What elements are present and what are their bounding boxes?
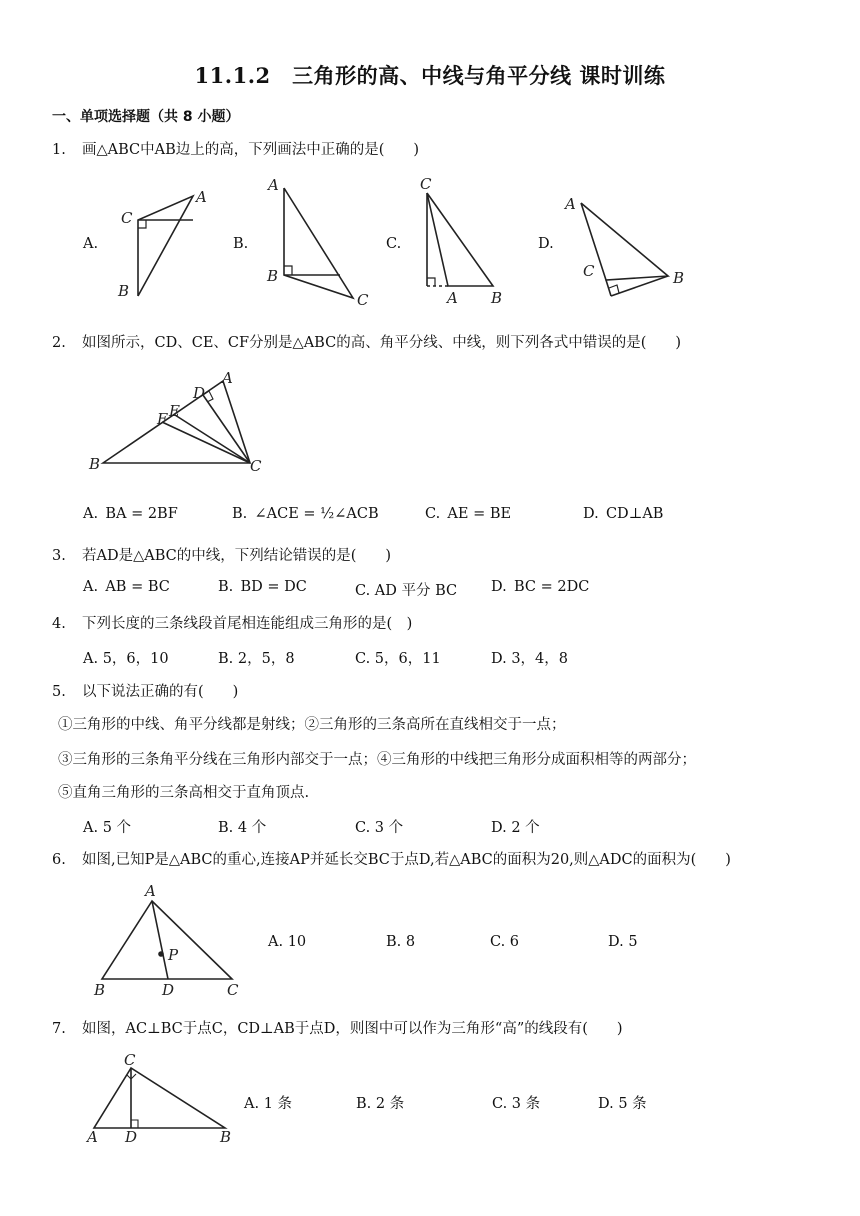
option-c[interactable]: C. 3 个 bbox=[355, 820, 404, 836]
option-a[interactable]: A. 5 个 bbox=[83, 820, 132, 836]
vertex-label: C bbox=[124, 1051, 136, 1069]
option-b[interactable]: B. BD = DC bbox=[218, 579, 307, 595]
option-a[interactable]: A. BA = 2BF bbox=[83, 506, 178, 522]
vertex-label: D bbox=[162, 981, 175, 999]
question-number: 7. bbox=[52, 1021, 66, 1037]
question-4 bbox=[52, 612, 412, 633]
question-2 bbox=[52, 331, 681, 352]
option-d[interactable]: D. 5 条 bbox=[598, 1096, 647, 1112]
question-text: 如图，AC⊥BC于点C，CD⊥AB于点D，则图中可以作为三角形“高”的线段有( ) bbox=[82, 1021, 623, 1037]
q2-figure bbox=[88, 369, 262, 475]
option-c[interactable]: C. AE = BE bbox=[425, 506, 512, 522]
option-a[interactable]: A. AB = BC bbox=[83, 579, 170, 595]
option-b[interactable]: B. 4 个 bbox=[218, 820, 267, 836]
question-number: 3. bbox=[52, 548, 66, 564]
option-a[interactable]: A. bbox=[83, 236, 99, 252]
question-text: 如图,已知P是△ABC的重心,连接AP并延长交BC于点D,若△ABC的面积为20,则△ADC的面积为( ) bbox=[82, 852, 731, 868]
vertex-label: P bbox=[168, 946, 179, 964]
question-number: 2. bbox=[52, 335, 66, 351]
vertex-label: C bbox=[250, 457, 262, 475]
vertex-label: C bbox=[420, 175, 432, 193]
question-3 bbox=[52, 544, 391, 565]
vertex-label: E bbox=[169, 402, 180, 420]
option-c[interactable]: C. AD 平分 BC bbox=[355, 583, 458, 599]
option-b[interactable]: B. 2 条 bbox=[356, 1096, 405, 1112]
question-text: 如图所示，CD、CE、CF分别是△ABC的高、角平分线、中线，则下列各式中错误的是( ) bbox=[82, 335, 682, 351]
question-number: 4. bbox=[52, 616, 66, 632]
question-text: 若AD是△ABC的中线，下列结论错误的是( ) bbox=[82, 548, 392, 564]
vertex-label: B bbox=[118, 282, 130, 300]
q6-figure bbox=[93, 882, 239, 999]
vertex-label: F bbox=[157, 410, 168, 428]
vertex-label: A bbox=[565, 195, 576, 213]
vertex-label: A bbox=[145, 882, 156, 900]
option-c[interactable]: C. 5，6，11 bbox=[355, 651, 441, 667]
vertex-label: D bbox=[125, 1128, 138, 1146]
vertex-label: A bbox=[87, 1128, 98, 1146]
vertex-label: B bbox=[267, 267, 279, 285]
question-text: 画△ABC中AB边上的高，下列画法中正确的是( ) bbox=[82, 142, 420, 158]
vertex-label: A bbox=[447, 289, 458, 307]
question-6 bbox=[52, 848, 731, 869]
option-a[interactable]: A. 5，6，10 bbox=[83, 651, 169, 667]
option-d[interactable]: D. 5 bbox=[608, 934, 638, 950]
statement-line: ①三角形的中线、角平分线都是射线；②三角形的三条高所在直线相交于一点； bbox=[58, 717, 566, 733]
vertex-label: C bbox=[227, 981, 239, 999]
vertex-label: B bbox=[94, 981, 106, 999]
q1-figure-b bbox=[266, 176, 369, 309]
option-d[interactable]: D. 3，4，8 bbox=[491, 651, 569, 667]
option-d[interactable]: D. bbox=[538, 236, 554, 252]
question-number: 6. bbox=[52, 852, 66, 868]
option-d[interactable]: D. 2 个 bbox=[491, 820, 540, 836]
vertex-label: B bbox=[220, 1128, 232, 1146]
option-a[interactable]: A. 1 条 bbox=[244, 1096, 293, 1112]
question-text: 下列长度的三条线段首尾相连能组成三角形的是( ) bbox=[82, 616, 413, 632]
option-b[interactable]: B. 2，5，8 bbox=[218, 651, 295, 667]
vertex-label: C bbox=[121, 209, 133, 227]
vertex-label: D bbox=[193, 384, 206, 402]
vertex-label: C bbox=[583, 262, 595, 280]
question-number: 1. bbox=[52, 142, 66, 158]
page-title: 11.1.2 三角形的高、中线与角平分线 课时训练 bbox=[194, 63, 666, 88]
option-d[interactable]: D. BC = 2DC bbox=[491, 579, 590, 595]
vertex-label: A bbox=[222, 369, 233, 387]
q7-figure bbox=[85, 1051, 231, 1146]
q1-figure-a bbox=[117, 188, 207, 300]
q1-figure-d bbox=[563, 195, 684, 296]
vertex-label: B bbox=[673, 269, 685, 287]
option-b[interactable]: B. 8 bbox=[386, 934, 416, 950]
option-a[interactable]: A. 10 bbox=[268, 934, 307, 950]
vertex-label: C bbox=[357, 291, 369, 309]
question-text: 以下说法正确的有( ) bbox=[82, 684, 239, 700]
option-b[interactable]: B. ∠ACE = ½∠ACB bbox=[232, 506, 379, 522]
vertex-label: A bbox=[196, 188, 207, 206]
vertex-label: B bbox=[491, 289, 503, 307]
q1-figure-c bbox=[420, 175, 502, 307]
section-heading: 一、单项选择题（共 8 小题） bbox=[52, 109, 240, 125]
option-b[interactable]: B. bbox=[233, 236, 249, 252]
option-c[interactable]: C. 3 条 bbox=[492, 1096, 541, 1112]
statement-line: ③三角形的三条角平分线在三角形内部交于一点；④三角形的中线把三角形分成面积相等的两部分； bbox=[58, 752, 696, 768]
option-c[interactable]: C. bbox=[386, 236, 402, 252]
vertex-label: A bbox=[268, 176, 279, 194]
question-5 bbox=[52, 680, 238, 701]
statement-line: ⑤直角三角形的三条高相交于直角顶点. bbox=[58, 785, 310, 801]
question-7 bbox=[52, 1017, 623, 1038]
option-d[interactable]: D. CD⊥AB bbox=[583, 506, 664, 522]
option-c[interactable]: C. 6 bbox=[490, 934, 520, 950]
vertex-label: B bbox=[89, 455, 101, 473]
question-number: 5. bbox=[52, 684, 66, 700]
